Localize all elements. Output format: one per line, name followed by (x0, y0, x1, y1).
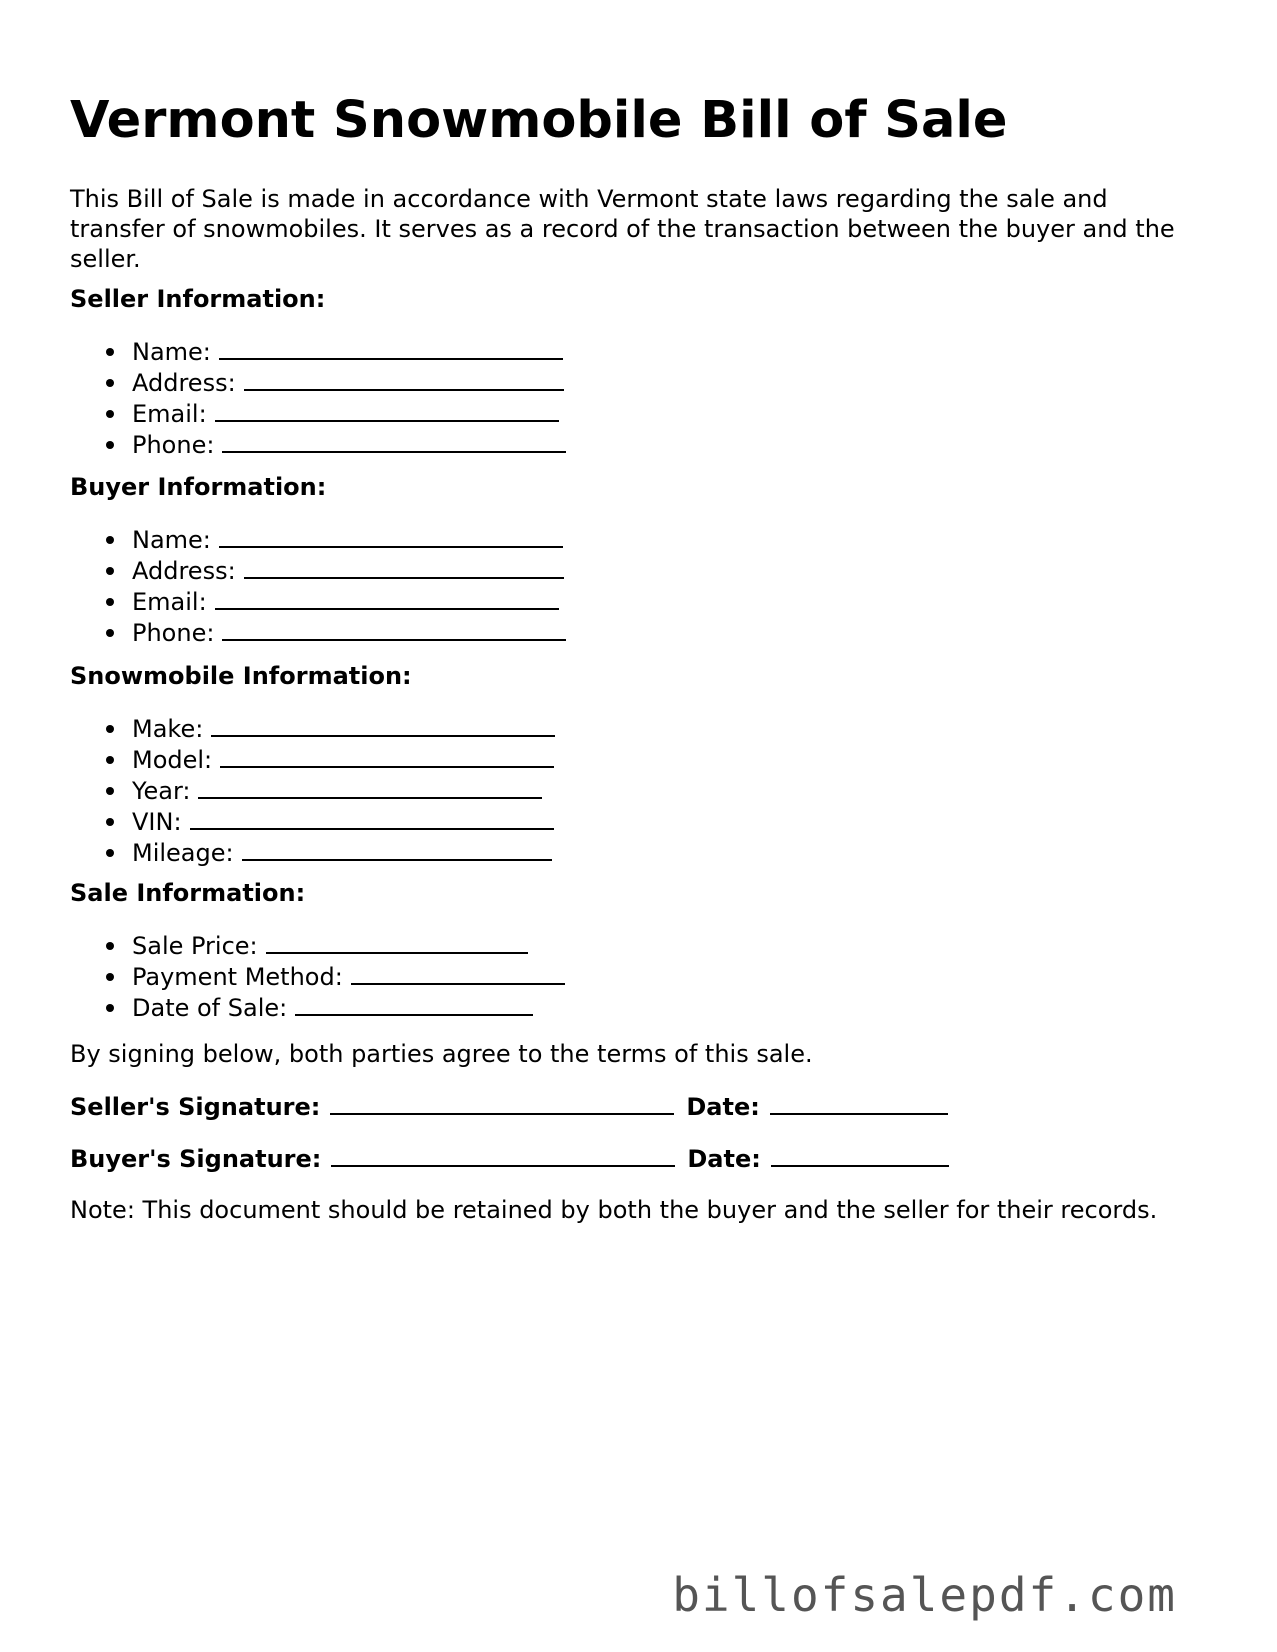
seller-signature-label: Seller's Signature: (70, 1093, 321, 1121)
sale-heading: Sale Information: (70, 879, 306, 907)
buyer-fields (70, 524, 566, 648)
date-of-sale-field: Date of Sale: (70, 992, 565, 1023)
seller-email-field: Email: (70, 398, 566, 429)
buyer-address-blank[interactable] (244, 555, 564, 579)
seller-name-blank[interactable] (219, 336, 563, 360)
buyer-email-field: Email: (70, 586, 566, 617)
snowmobile-model-blank[interactable] (220, 744, 554, 768)
buyer-signature-blank[interactable] (331, 1143, 675, 1167)
seller-signature-line (70, 1091, 948, 1122)
document-title: Vermont Snowmobile Bill of Sale (70, 91, 1008, 150)
sale-price-blank[interactable] (266, 930, 528, 954)
buyer-phone-blank[interactable] (222, 617, 566, 641)
seller-email-blank[interactable] (215, 398, 559, 422)
buyer-address-field: Address: (70, 555, 566, 586)
sale-fields (70, 930, 565, 1023)
snowmobile-year-field: Year: (70, 775, 555, 806)
agreement-text: By signing below, both parties agree to the terms of this sale. (70, 1040, 813, 1068)
snowmobile-make-field: Make: (70, 713, 555, 744)
buyer-name-field: Name: (70, 524, 566, 555)
snowmobile-mileage-blank[interactable] (242, 837, 552, 861)
intro-paragraph: This Bill of Sale is made in accordance with Vermont state laws regarding the sale and transfer of snowmobiles. It serves as a record of the transaction between the buyer and the seller. (70, 185, 1175, 273)
sale-price-field: Sale Price: (70, 930, 565, 961)
seller-signature-blank[interactable] (330, 1091, 674, 1115)
buyer-date-label: Date: (687, 1145, 761, 1173)
retention-note: Note: This document should be retained by both the buyer and the seller for their records. (70, 1196, 1158, 1224)
buyer-signature-line (70, 1143, 949, 1174)
seller-phone-field: Phone: (70, 429, 566, 460)
buyer-email-blank[interactable] (215, 586, 559, 610)
payment-method-blank[interactable] (351, 961, 565, 985)
snowmobile-heading: Snowmobile Information: (70, 662, 412, 690)
seller-address-field: Address: (70, 367, 566, 398)
payment-method-field: Payment Method: (70, 961, 565, 992)
snowmobile-model-field: Model: (70, 744, 555, 775)
snowmobile-year-blank[interactable] (198, 775, 542, 799)
snowmobile-vin-blank[interactable] (190, 806, 554, 830)
snowmobile-fields (70, 713, 555, 868)
seller-heading: Seller Information: (70, 285, 326, 313)
buyer-date-blank[interactable] (771, 1143, 949, 1167)
buyer-name-blank[interactable] (219, 524, 563, 548)
seller-phone-blank[interactable] (222, 429, 566, 453)
buyer-signature-label: Buyer's Signature: (70, 1145, 322, 1173)
seller-address-blank[interactable] (244, 367, 564, 391)
date-of-sale-blank[interactable] (295, 992, 533, 1016)
seller-fields (70, 336, 566, 460)
seller-name-field: Name: (70, 336, 566, 367)
snowmobile-vin-field: VIN: (70, 806, 555, 837)
snowmobile-mileage-field: Mileage: (70, 837, 555, 868)
buyer-heading: Buyer Information: (70, 473, 327, 501)
buyer-phone-field: Phone: (70, 617, 566, 648)
seller-date-label: Date: (686, 1093, 760, 1121)
snowmobile-make-blank[interactable] (211, 713, 555, 737)
seller-date-blank[interactable] (770, 1091, 948, 1115)
site-watermark: billofsalepdf.com (672, 1568, 1177, 1622)
